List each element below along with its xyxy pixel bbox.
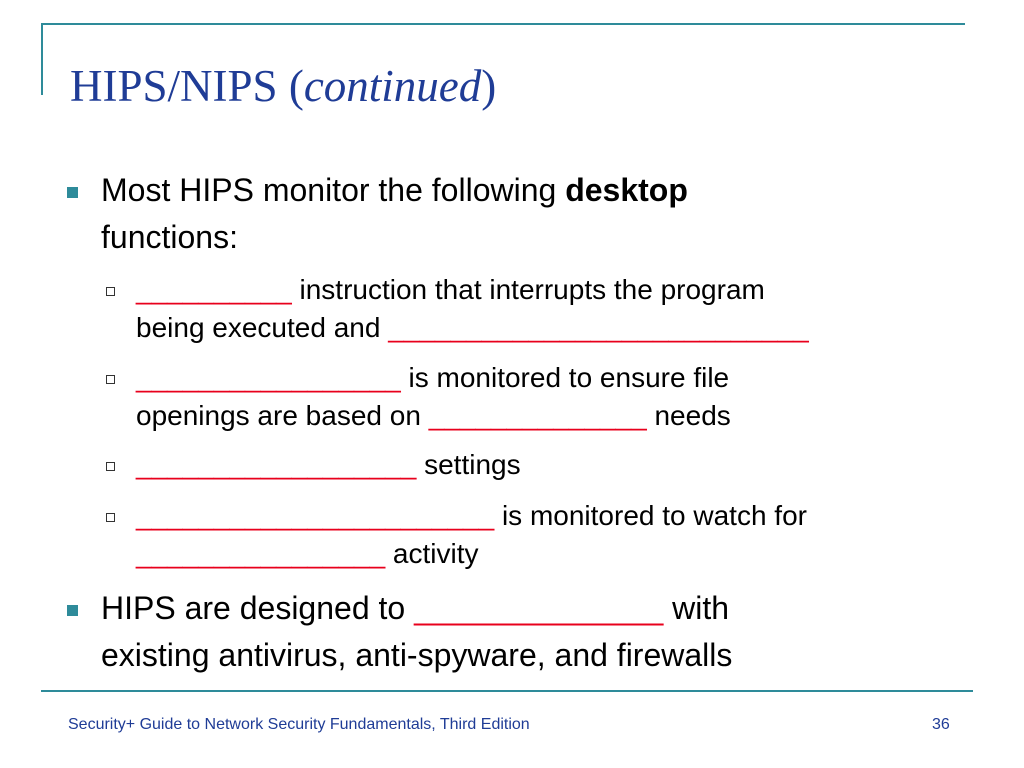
slide-number: 36	[932, 716, 950, 733]
bullet-1-line-1	[101, 171, 688, 209]
blank: _________________	[136, 362, 401, 393]
blank: ___________________________	[388, 312, 809, 343]
sub-bullet-4-line-1	[136, 498, 807, 534]
bullet-1-bold: desktop	[565, 172, 688, 208]
blank: ______________	[428, 400, 647, 431]
sub-bullet-1-line-1	[136, 272, 765, 308]
blank: ______________	[414, 590, 664, 626]
bullet-2-text: HIPS are designed to	[101, 590, 415, 626]
sub-bullet-text: is monitored to ensure file	[400, 362, 730, 393]
bullet-square-icon	[67, 187, 78, 198]
sub-bullet-box-icon	[106, 513, 115, 522]
sub-bullet-text: being executed and	[136, 312, 389, 343]
blank: __________________	[136, 449, 417, 480]
sub-bullet-4-line-2	[136, 536, 479, 572]
sub-bullet-text: instruction that interrupts the program	[291, 274, 765, 305]
sub-bullet-2-line-2	[136, 398, 731, 434]
title-close: )	[481, 61, 497, 111]
footer-book-title: Security+ Guide to Network Security Fundamentals, Third Edition	[68, 716, 530, 733]
footer-divider	[41, 690, 973, 692]
bullet-2-line-1	[101, 589, 729, 627]
title-main: HIPS/NIPS (	[70, 61, 304, 111]
sub-bullet-2-line-1	[136, 360, 729, 396]
sub-bullet-text: settings	[416, 449, 521, 480]
blank: _______________________	[136, 500, 495, 531]
blank: __________	[136, 274, 292, 305]
bullet-2-line-2: existing antivirus, anti-spyware, and firewalls	[101, 637, 733, 673]
sub-bullet-text: is monitored to watch for	[494, 500, 807, 531]
sub-bullet-box-icon	[106, 287, 115, 296]
bullet-square-icon	[67, 605, 78, 616]
sub-bullet-text: openings are based on	[136, 400, 429, 431]
blank: ________________	[136, 538, 386, 569]
sub-bullet-box-icon	[106, 462, 115, 471]
sub-bullet-text: needs	[646, 400, 731, 431]
bullet-2-text: with	[663, 590, 730, 626]
bullet-1-text: Most HIPS monitor the following	[101, 172, 566, 208]
sub-bullet-1-line-2	[136, 310, 809, 346]
sub-bullet-3-line-1	[136, 447, 521, 483]
bullet-1-line-2: functions:	[101, 219, 238, 255]
sub-bullet-text: activity	[385, 538, 479, 569]
sub-bullet-box-icon	[106, 375, 115, 384]
title-italic: continued	[303, 61, 482, 111]
